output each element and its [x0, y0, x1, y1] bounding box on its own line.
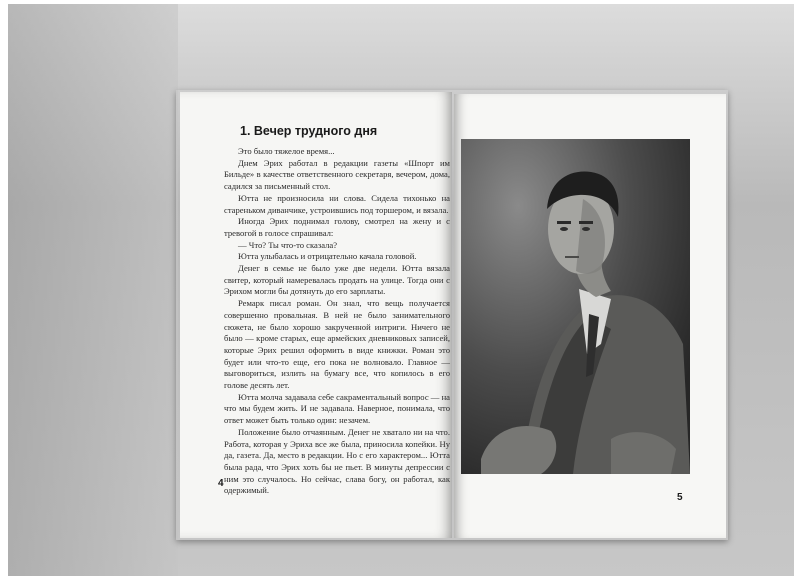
paragraph: Денег в семье не было уже две недели. Ютта вязала свитер, который намеревалась продать на улице. Тогда они с Эрихом могли бы дотянуть до его зарплаты. — [224, 263, 450, 297]
chapter-title: 1. Вечер трудного дня — [240, 124, 378, 138]
paragraph: Это было тяжелое время... — [238, 146, 335, 156]
paragraph: Ремарк писал роман. Он знал, что вещь получается совершенно провальная. В ней не было занимательного сюжета, не было хорошо закрученной интриги. Ничего не было — кроме старых, еще армейских дневниковых записей, которые Эрих решил оформить в виде книжки. Роман это будет или что-то еще, его пока не волновало. Главное — выговориться, излить на бумагу все, что копилось в его голове десять лет. — [224, 298, 450, 391]
paragraph: Ютта улыбалась и отрицательно качала головой. — [238, 251, 417, 262]
paragraph: Положение было отчаянным. Денег не хватало ни на что. Работа, которая у Эриха все же была, приносила копейки. Ну да, газета. Да, место в редакции. Но с его характером... Ютта была рада, что Эрих хоть бы не пьет. В минуты депрессии с ним это случалось. Но сейчас, слава богу, он работал, как одержимый. — [224, 426, 450, 496]
portrait-photo — [461, 139, 690, 474]
paragraph: — Что? Ты что-то сказала? — [238, 239, 338, 250]
page-number-right: 5 — [677, 492, 683, 503]
paragraph: Иногда Эрих поднимал голову, смотрел на жену и с тревогой в голосе спрашивал: — [224, 216, 450, 238]
paragraph: Ютта молча задавала себе сакраментальный вопрос — на что мы будем жить. И не задавала. Наверное, понимала, что ответ может быть только один: незачем. — [224, 391, 450, 426]
page-number-left: 4 — [218, 478, 224, 489]
paragraph: Ютта не произносила ни слова. Сидела тихонько на стареньком диванчике, устроившись под торшером, и вязала. — [224, 192, 450, 215]
paragraph: Днем Эрих работал в редакции газеты «Шпорт им Бильде» в качестве ответственного секретаря, вечером, дома, садился за письменный стол. — [224, 157, 450, 192]
scan-edge-shadow — [8, 4, 178, 576]
body-text — [224, 146, 450, 497]
portrait-illustration — [461, 139, 690, 474]
